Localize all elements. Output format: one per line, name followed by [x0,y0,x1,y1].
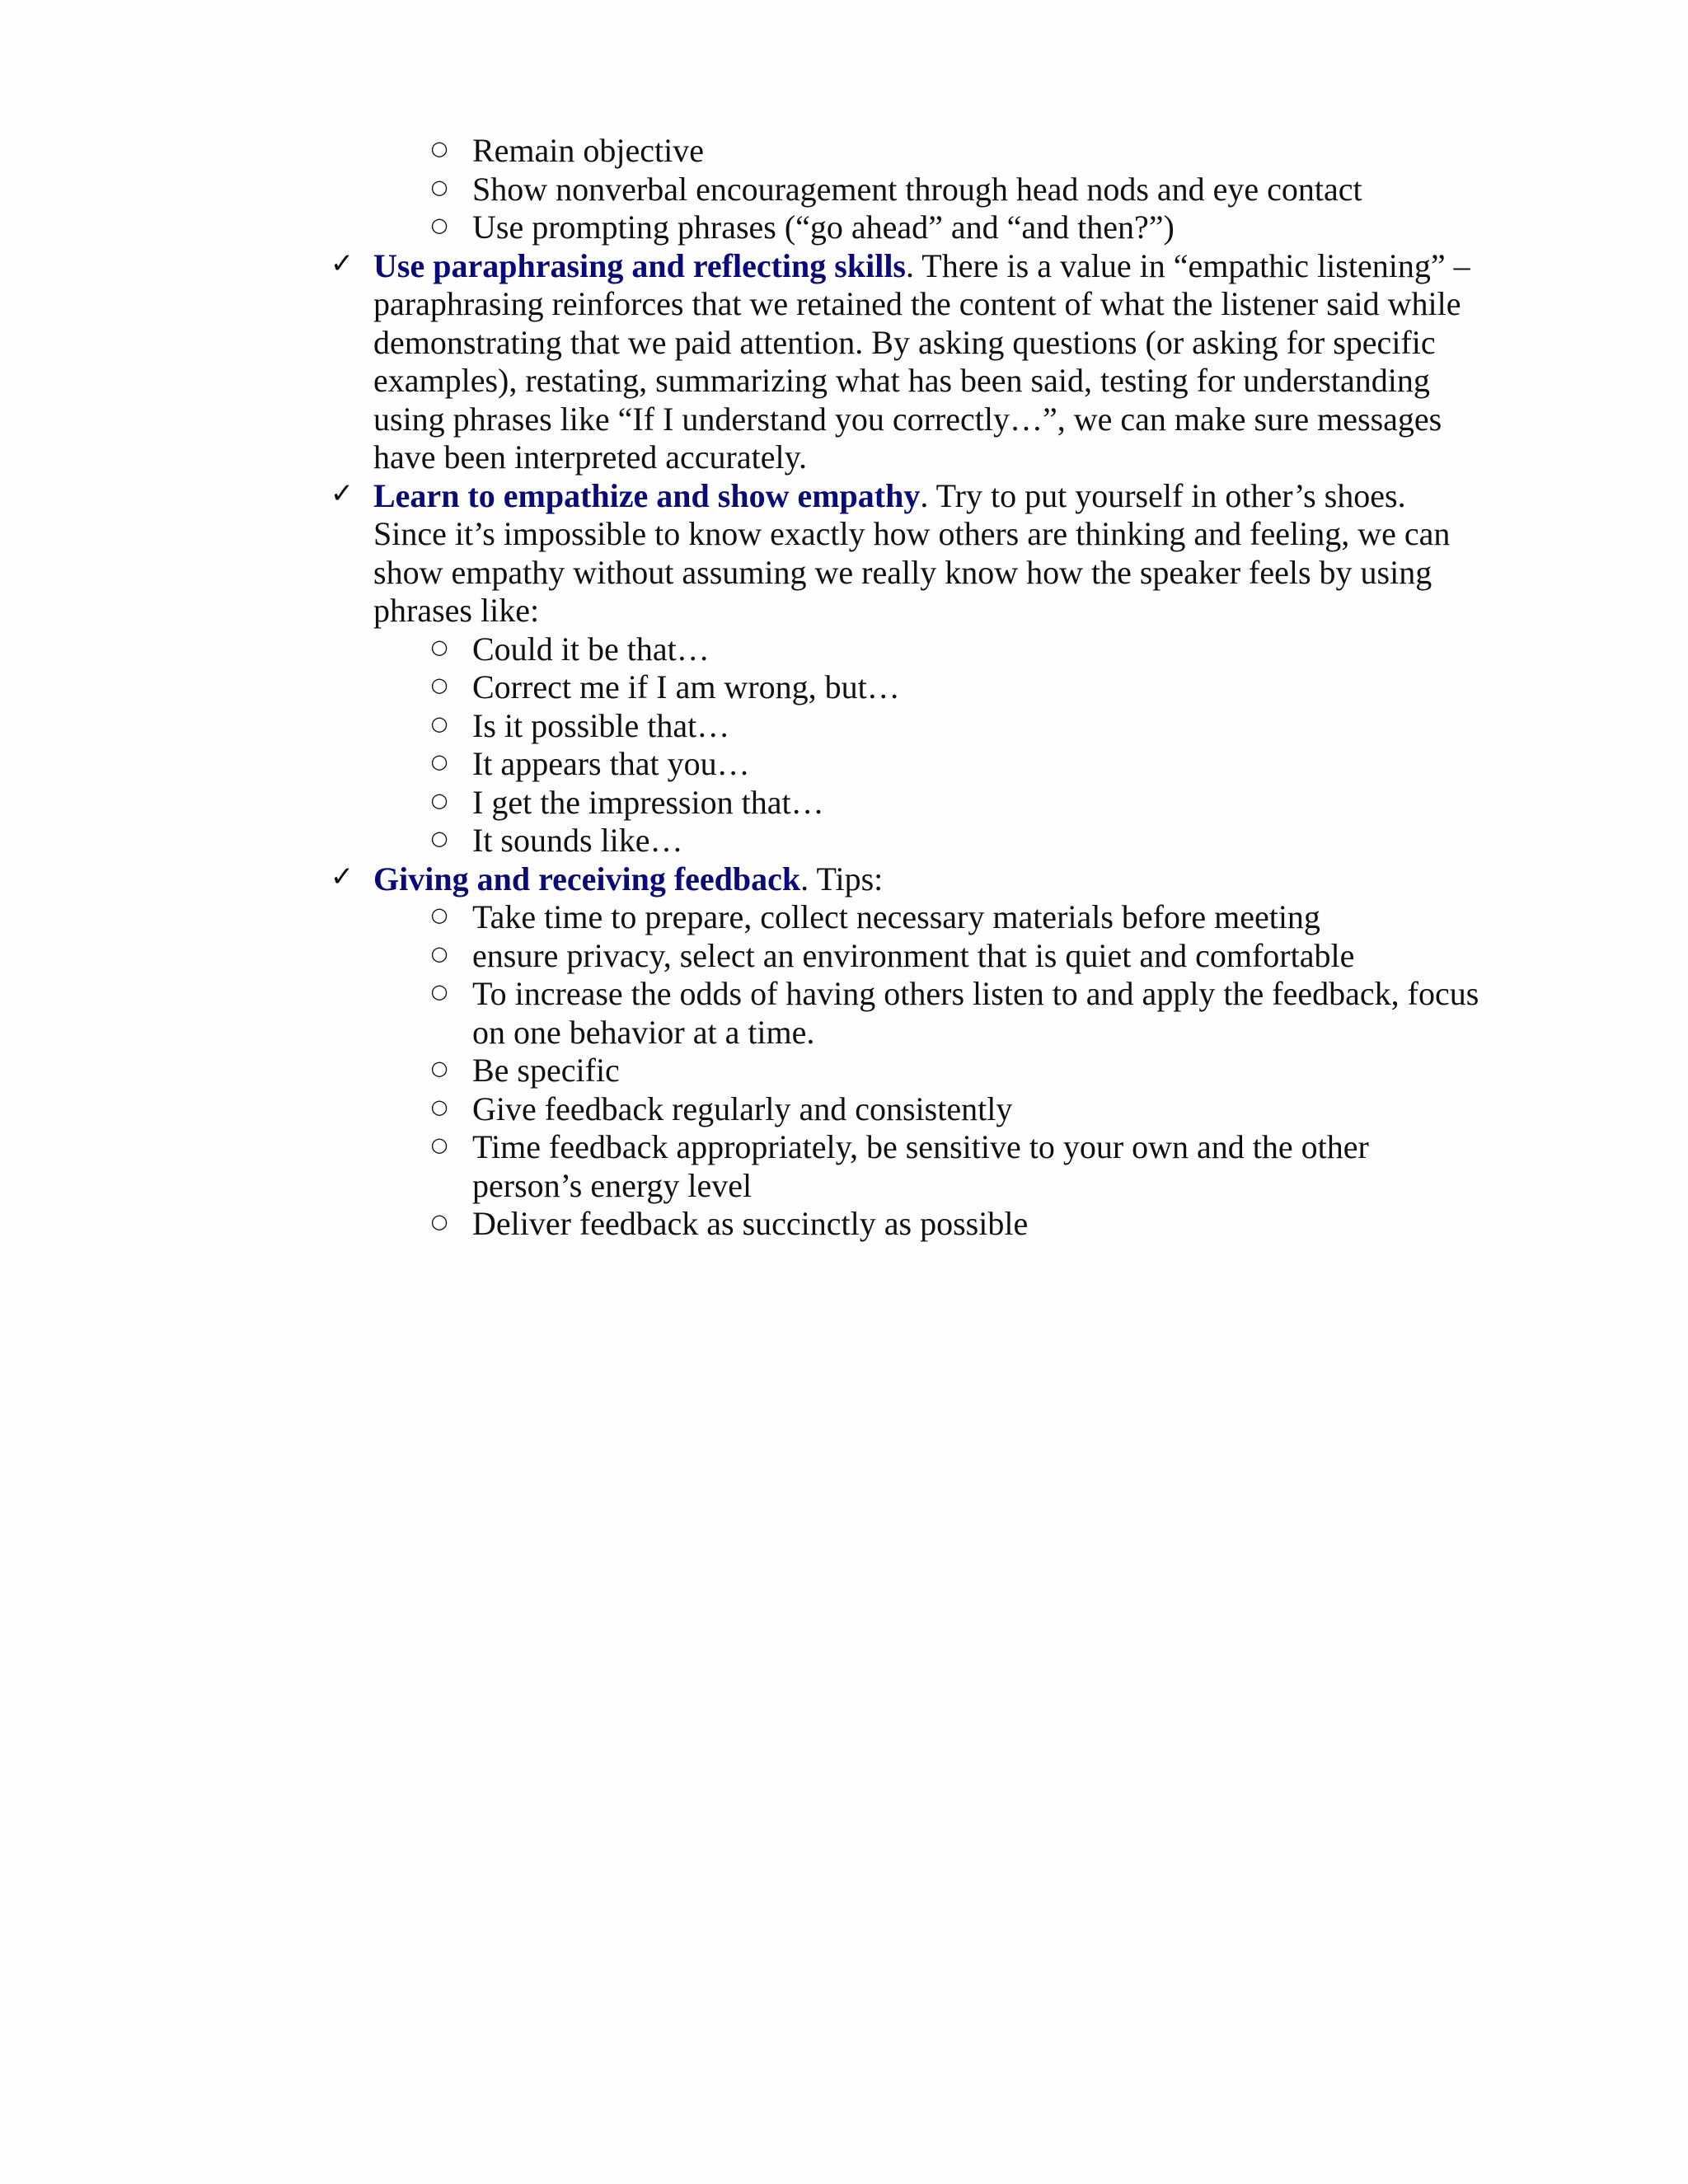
list-item-text: Is it possible that… [472,706,730,744]
list-item [326,1128,1512,1167]
hollow-circle-icon: ○ [430,635,448,658]
item-text: . Try to put yourself in other’s shoes. [920,476,1406,514]
item-text-line: using phrases like “If I understand you correctly…”, we can make sure messages [373,400,1442,438]
list-item-text: Correct me if I am wrong, but… [472,668,900,705]
item-text-line: examples), restating, summarizing what has been said, testing for understanding [373,362,1430,399]
list-item [326,1205,1512,1244]
hollow-circle-icon: ○ [430,175,448,199]
hollow-circle-icon: ○ [430,1094,448,1118]
document-content [326,132,1512,1244]
list-item [326,707,1512,746]
check-mark-icon: ✓ [330,246,354,280]
hollow-circle-icon: ○ [430,673,448,696]
check-mark-icon: ✓ [330,860,354,893]
list-item-text: To increase the odds of having others listen to and apply the feedback, focus [472,975,1479,1012]
item-keyword: Giving and receiving feedback [373,860,801,898]
list-item [326,630,1512,669]
hollow-circle-icon: ○ [430,137,448,160]
hollow-circle-icon: ○ [430,1133,448,1156]
hollow-circle-icon: ○ [430,827,448,850]
list-item [326,745,1512,784]
list-item [326,171,1512,209]
list-item-text: Take time to prepare, collect necessary materials before meeting [472,898,1320,935]
list-item [326,784,1512,823]
hollow-circle-icon: ○ [430,750,448,773]
item-text: . Tips: [800,860,884,898]
list-item-text: Deliver feedback as succinctly as possible [472,1205,1029,1242]
list-item-continuation: on one behavior at a time. [472,1013,815,1051]
list-item-continuation: person’s energy level [472,1166,753,1204]
list-item-text: Time feedback appropriately, be sensitive to your own and the other [472,1128,1369,1165]
hollow-circle-icon: ○ [430,1210,448,1233]
list-item [326,132,1512,171]
list-item-text: Give feedback regularly and consistently [472,1090,1013,1127]
list-item [326,668,1512,707]
list-item [326,975,1512,1014]
list-item-text: It sounds like… [472,822,683,859]
item-text-line: demonstrating that we paid attention. By asking questions (or asking for specific [373,323,1436,361]
list-item [326,937,1512,976]
checklist-item-feedback [326,860,1512,899]
item-text-line: phrases like: [373,592,540,629]
hollow-circle-icon: ○ [430,903,448,926]
item-text-line: have been interpreted accurately. [373,438,807,476]
check-mark-icon: ✓ [330,476,354,510]
checklist-item-empathy [326,477,1512,516]
item-text-line: Since it’s impossible to know exactly how others are thinking and feeling, we can [373,515,1451,552]
list-item [326,1090,1512,1129]
item-text-line: show empathy without assuming we really know how the speaker feels by using [373,553,1432,591]
hollow-circle-icon: ○ [430,213,448,237]
item-text-line: paraphrasing reinforces that we retained the content of what the listener said while [373,285,1461,322]
item-keyword: Use paraphrasing and reflecting skills [373,246,906,284]
hollow-circle-icon: ○ [430,788,448,812]
hollow-circle-icon: ○ [430,980,448,1003]
list-item-text: I get the impression that… [472,783,824,821]
list-item [326,1052,1512,1090]
list-item-text: It appears that you… [472,745,750,782]
hollow-circle-icon: ○ [430,1057,448,1080]
item-keyword: Learn to empathize and show empathy [373,476,921,514]
checklist-item-paraphrasing [326,247,1512,286]
list-item-text: Be specific [472,1052,620,1089]
list-item [326,898,1512,937]
item-text: . There is a value in “empathic listening” – [906,246,1470,284]
list-item-text: Show nonverbal encouragement through head nods and eye contact [472,170,1362,208]
hollow-circle-icon: ○ [430,941,448,965]
list-item-text: Use prompting phrases (“go ahead” and “and then?”) [472,209,1175,246]
hollow-circle-icon: ○ [430,711,448,735]
list-item-text: Could it be that… [472,630,710,668]
list-item [326,209,1512,247]
list-item-text: Remain objective [472,132,705,169]
list-item [326,822,1512,860]
list-item-text: ensure privacy, select an environment that is quiet and comfortable [472,936,1355,974]
